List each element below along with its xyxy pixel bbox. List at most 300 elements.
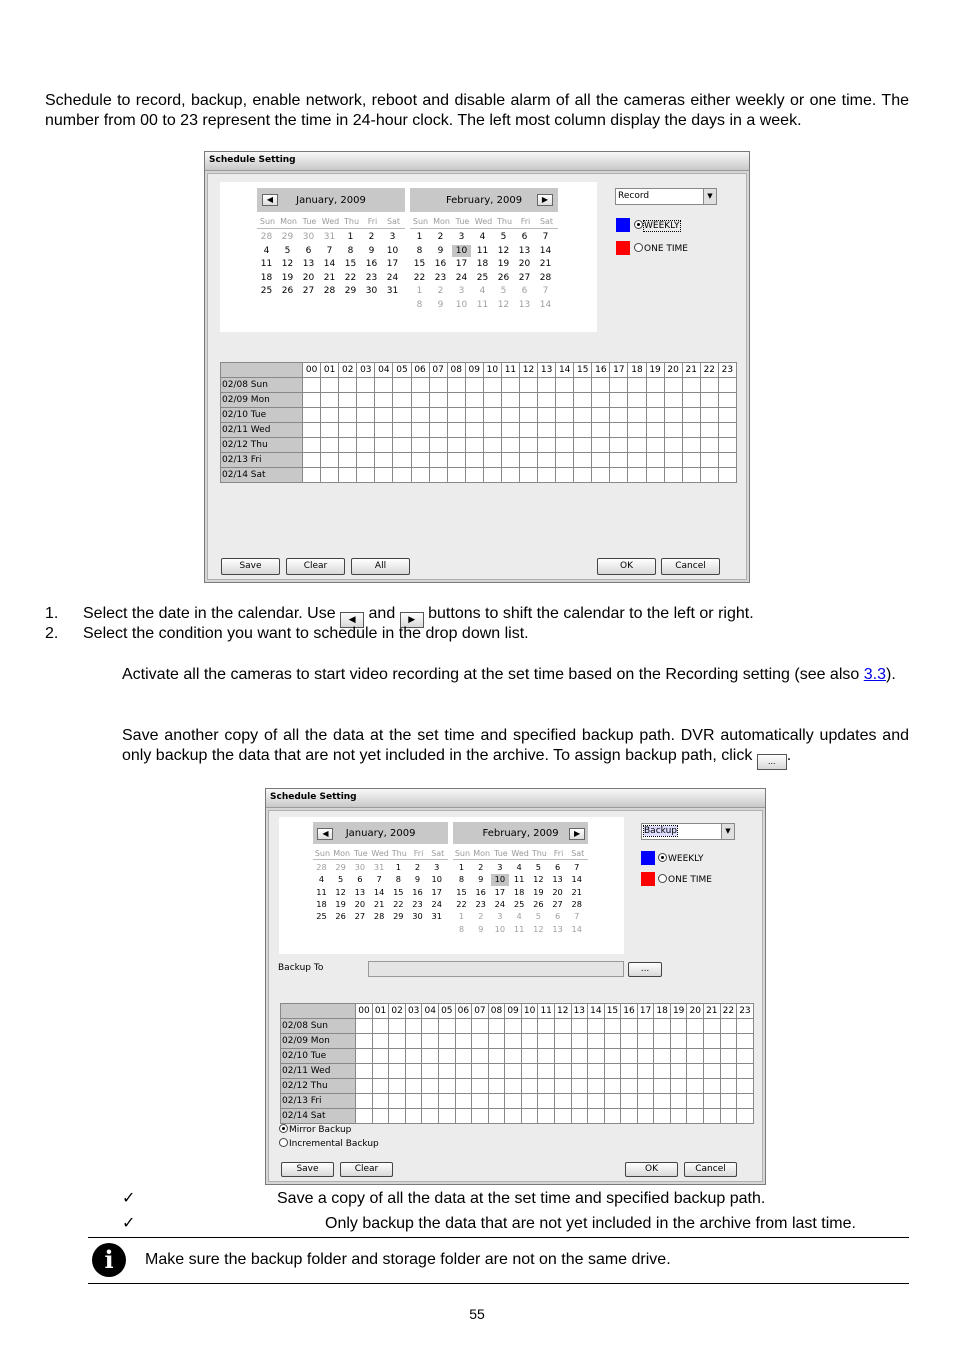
schedule-cell[interactable] [321, 438, 339, 453]
schedule-cell[interactable] [422, 1094, 439, 1109]
schedule-cell[interactable] [505, 1079, 522, 1094]
schedule-cell[interactable] [720, 1109, 737, 1124]
schedule-cell[interactable] [356, 1034, 373, 1049]
calendar-day[interactable]: 8 [395, 874, 401, 885]
schedule-cell[interactable] [571, 1049, 588, 1064]
clear-button[interactable]: Clear [340, 1162, 393, 1177]
schedule-cell[interactable] [720, 1049, 737, 1064]
schedule-cell[interactable] [505, 1109, 522, 1124]
schedule-grid[interactable] [220, 362, 737, 483]
schedule-cell[interactable] [357, 438, 375, 453]
schedule-cell[interactable] [538, 1094, 555, 1109]
schedule-cell[interactable] [356, 1079, 373, 1094]
schedule-cell[interactable] [465, 438, 483, 453]
schedule-cell[interactable] [720, 1079, 737, 1094]
schedule-cell[interactable] [339, 438, 357, 453]
schedule-cell[interactable] [321, 408, 339, 423]
calendar-day[interactable]: 6 [305, 245, 312, 256]
schedule-cell[interactable] [554, 1079, 571, 1094]
mirror-backup-radio[interactable]: Mirror Backup [279, 1124, 351, 1135]
schedule-cell[interactable] [501, 378, 519, 393]
calendar-day[interactable]: 2 [478, 911, 484, 922]
section-link[interactable]: 3.3 [863, 666, 886, 683]
schedule-cell[interactable] [405, 1079, 422, 1094]
schedule-cell[interactable] [439, 1064, 456, 1079]
schedule-cell[interactable] [521, 1094, 538, 1109]
schedule-cell[interactable] [628, 378, 646, 393]
schedule-cell[interactable] [737, 1079, 754, 1094]
calendar-day[interactable]: 1 [416, 232, 423, 242]
schedule-cell[interactable] [700, 423, 718, 438]
schedule-cell[interactable] [610, 408, 628, 423]
schedule-cell[interactable] [687, 1019, 704, 1034]
schedule-cell[interactable] [488, 1079, 505, 1094]
schedule-cell[interactable] [357, 378, 375, 393]
calendar-day[interactable]: 6 [521, 232, 528, 242]
schedule-cell[interactable] [321, 378, 339, 393]
calendar-day[interactable]: 23 [434, 272, 447, 283]
calendar-day[interactable]: 10 [452, 245, 471, 258]
schedule-cell[interactable] [356, 1049, 373, 1064]
schedule-cell[interactable] [405, 1094, 422, 1109]
schedule-cell[interactable] [375, 378, 393, 393]
schedule-cell[interactable] [411, 438, 429, 453]
calendar-day[interactable]: 13 [518, 299, 531, 310]
schedule-cell[interactable] [682, 408, 700, 423]
calendar-day[interactable]: 15 [344, 259, 357, 269]
calendar-day[interactable]: 9 [414, 874, 421, 885]
schedule-cell[interactable] [588, 1019, 605, 1034]
calendar-day[interactable]: 6 [357, 874, 363, 885]
calendar-day[interactable]: 9 [437, 299, 444, 310]
schedule-cell[interactable] [664, 423, 682, 438]
schedule-cell[interactable] [654, 1064, 671, 1079]
calendar-day[interactable]: 16 [412, 886, 423, 897]
calendar-day[interactable]: 9 [437, 245, 444, 256]
calendar-day[interactable]: 20 [302, 272, 315, 283]
schedule-cell[interactable] [429, 423, 447, 438]
calendar-day[interactable]: 14 [539, 245, 552, 256]
schedule-cell[interactable] [554, 1034, 571, 1049]
schedule-cell[interactable] [700, 393, 718, 408]
schedule-grid[interactable] [280, 1003, 754, 1124]
schedule-cell[interactable] [372, 1034, 389, 1049]
calendar-day[interactable]: 6 [554, 861, 561, 872]
calendar-day[interactable]: 31 [373, 861, 385, 872]
schedule-cell[interactable] [646, 408, 664, 423]
schedule-cell[interactable] [556, 393, 574, 408]
calendar-day[interactable]: 11 [260, 259, 273, 269]
schedule-cell[interactable] [455, 1019, 472, 1034]
calendar-day[interactable]: 17 [386, 259, 399, 269]
schedule-cell[interactable] [628, 408, 646, 423]
schedule-cell[interactable] [670, 1049, 687, 1064]
schedule-cell[interactable] [556, 423, 574, 438]
schedule-cell[interactable] [682, 438, 700, 453]
calendar-day[interactable]: 23 [475, 898, 486, 909]
schedule-cell[interactable] [718, 423, 736, 438]
schedule-cell[interactable] [687, 1094, 704, 1109]
calendar-day[interactable]: 12 [497, 299, 510, 310]
schedule-cell[interactable] [372, 1019, 389, 1034]
schedule-cell[interactable] [447, 393, 465, 408]
schedule-cell[interactable] [718, 408, 736, 423]
right-arrow-icon[interactable]: ▶ [569, 828, 585, 840]
cancel-button[interactable]: Cancel [684, 1162, 737, 1177]
schedule-cell[interactable] [670, 1079, 687, 1094]
schedule-cell[interactable] [538, 1019, 555, 1034]
calendar-day[interactable]: 7 [574, 911, 580, 922]
schedule-cell[interactable] [610, 423, 628, 438]
schedule-cell[interactable] [637, 1079, 654, 1094]
schedule-cell[interactable] [682, 453, 700, 468]
schedule-cell[interactable] [501, 408, 519, 423]
schedule-cell[interactable] [664, 468, 682, 483]
schedule-cell[interactable] [375, 453, 393, 468]
schedule-cell[interactable] [574, 438, 592, 453]
schedule-cell[interactable] [670, 1094, 687, 1109]
calendar-day[interactable]: 11 [513, 923, 525, 934]
calendar-day[interactable]: 26 [335, 911, 346, 922]
schedule-cell[interactable] [321, 453, 339, 468]
schedule-cell[interactable] [588, 1094, 605, 1109]
schedule-cell[interactable] [700, 468, 718, 483]
schedule-cell[interactable] [411, 378, 429, 393]
calendar-day[interactable]: 1 [458, 911, 465, 922]
schedule-cell[interactable] [357, 453, 375, 468]
schedule-cell[interactable] [505, 1019, 522, 1034]
schedule-cell[interactable] [422, 1034, 439, 1049]
schedule-cell[interactable] [429, 408, 447, 423]
schedule-cell[interactable] [637, 1034, 654, 1049]
calendar-day[interactable]: 24 [386, 272, 399, 283]
schedule-cell[interactable] [592, 378, 610, 393]
schedule-cell[interactable] [682, 468, 700, 483]
weekly-radio[interactable]: WEEKLY [658, 853, 704, 864]
schedule-cell[interactable] [592, 453, 610, 468]
schedule-cell[interactable] [592, 438, 610, 453]
schedule-cell[interactable] [447, 438, 465, 453]
calendar-day[interactable]: 19 [335, 898, 346, 909]
schedule-cell[interactable] [538, 378, 556, 393]
schedule-cell[interactable] [429, 378, 447, 393]
calendar-day[interactable]: 27 [552, 898, 563, 909]
schedule-cell[interactable] [574, 378, 592, 393]
schedule-cell[interactable] [483, 438, 501, 453]
calendar-day[interactable]: 10 [431, 874, 442, 885]
schedule-cell[interactable] [375, 408, 393, 423]
calendar-day[interactable]: 5 [284, 245, 291, 256]
calendar-day[interactable]: 14 [373, 886, 385, 897]
schedule-cell[interactable] [521, 1049, 538, 1064]
calendar-day[interactable]: 29 [344, 286, 357, 296]
schedule-cell[interactable] [538, 438, 556, 453]
schedule-cell[interactable] [465, 423, 483, 438]
schedule-cell[interactable] [488, 1034, 505, 1049]
calendar-day[interactable]: 19 [497, 259, 510, 269]
calendar-day[interactable]: 30 [354, 861, 366, 872]
schedule-cell[interactable] [375, 423, 393, 438]
schedule-cell[interactable] [439, 1049, 456, 1064]
schedule-cell[interactable] [588, 1034, 605, 1049]
calendar-day[interactable]: 5 [338, 874, 344, 885]
schedule-cell[interactable] [704, 1064, 721, 1079]
schedule-cell[interactable] [538, 1034, 555, 1049]
schedule-cell[interactable] [422, 1019, 439, 1034]
schedule-cell[interactable] [375, 438, 393, 453]
schedule-cell[interactable] [554, 1094, 571, 1109]
schedule-cell[interactable] [405, 1034, 422, 1049]
schedule-cell[interactable] [588, 1079, 605, 1094]
calendar-day[interactable]: 12 [335, 886, 346, 897]
schedule-cell[interactable] [339, 408, 357, 423]
calendar-day[interactable]: 14 [323, 259, 336, 269]
schedule-cell[interactable] [519, 453, 537, 468]
schedule-cell[interactable] [439, 1109, 456, 1124]
calendar-day[interactable]: 15 [393, 886, 404, 897]
calendar-day[interactable]: 5 [535, 861, 541, 872]
calendar-day[interactable]: 28 [539, 272, 552, 283]
schedule-cell[interactable] [637, 1064, 654, 1079]
schedule-cell[interactable] [303, 453, 321, 468]
schedule-cell[interactable] [483, 408, 501, 423]
schedule-cell[interactable] [621, 1064, 638, 1079]
calendar-day[interactable]: 3 [497, 861, 503, 872]
schedule-cell[interactable] [556, 468, 574, 483]
schedule-cell[interactable] [472, 1019, 489, 1034]
calendar-day[interactable]: 14 [571, 874, 582, 885]
calendar-day[interactable]: 1 [347, 232, 354, 242]
schedule-cell[interactable] [483, 423, 501, 438]
calendar-day[interactable]: 1 [416, 286, 423, 296]
calendar-day[interactable]: 19 [533, 886, 544, 897]
clear-button[interactable]: Clear [286, 558, 345, 575]
calendar-day[interactable]: 7 [574, 861, 580, 872]
calendar-day[interactable]: 26 [533, 898, 544, 909]
calendar-day[interactable]: 19 [281, 272, 294, 283]
schedule-cell[interactable] [646, 468, 664, 483]
schedule-cell[interactable] [718, 438, 736, 453]
schedule-cell[interactable] [610, 468, 628, 483]
schedule-cell[interactable] [483, 393, 501, 408]
schedule-cell[interactable] [411, 453, 429, 468]
schedule-cell[interactable] [682, 393, 700, 408]
schedule-cell[interactable] [610, 453, 628, 468]
schedule-cell[interactable] [357, 393, 375, 408]
calendar-day[interactable]: 7 [542, 286, 549, 296]
right-arrow-icon[interactable]: ▶ [537, 194, 553, 206]
schedule-cell[interactable] [538, 468, 556, 483]
calendar-day[interactable]: 3 [458, 286, 465, 296]
schedule-cell[interactable] [737, 1064, 754, 1079]
calendar-day[interactable]: 26 [497, 272, 510, 283]
calendar-day[interactable]: 2 [437, 286, 444, 296]
schedule-cell[interactable] [483, 453, 501, 468]
calendar-day[interactable]: 11 [476, 245, 489, 256]
schedule-cell[interactable] [621, 1049, 638, 1064]
schedule-cell[interactable] [621, 1034, 638, 1049]
schedule-cell[interactable] [538, 1049, 555, 1064]
schedule-cell[interactable] [405, 1019, 422, 1034]
schedule-cell[interactable] [447, 378, 465, 393]
calendar-day[interactable]: 25 [260, 286, 273, 296]
calendar-day[interactable]: 13 [302, 259, 315, 269]
calendar-day[interactable]: 3 [389, 232, 396, 242]
calendar-day[interactable]: 18 [513, 886, 525, 897]
calendar-day[interactable]: 5 [500, 286, 507, 296]
schedule-cell[interactable] [670, 1064, 687, 1079]
schedule-cell[interactable] [621, 1094, 638, 1109]
calendar-day[interactable]: 4 [318, 874, 325, 885]
schedule-cell[interactable] [538, 1079, 555, 1094]
calendar-day[interactable]: 8 [416, 245, 423, 256]
schedule-cell[interactable] [389, 1094, 406, 1109]
calendar-day[interactable]: 6 [521, 286, 528, 296]
calendar-day[interactable]: 24 [455, 272, 468, 283]
schedule-cell[interactable] [604, 1064, 621, 1079]
schedule-cell[interactable] [670, 1019, 687, 1034]
schedule-cell[interactable] [604, 1109, 621, 1124]
schedule-cell[interactable] [519, 468, 537, 483]
calendar-day[interactable]: 2 [368, 232, 375, 242]
schedule-cell[interactable] [429, 468, 447, 483]
calendar-day[interactable]: 3 [458, 232, 465, 242]
calendar-day[interactable]: 7 [542, 232, 549, 242]
schedule-cell[interactable] [339, 468, 357, 483]
schedule-cell[interactable] [393, 423, 411, 438]
schedule-cell[interactable] [465, 393, 483, 408]
calendar-day[interactable]: 31 [431, 911, 442, 922]
schedule-cell[interactable] [637, 1019, 654, 1034]
schedule-cell[interactable] [700, 438, 718, 453]
calendar-day[interactable]: 24 [431, 898, 442, 909]
schedule-cell[interactable] [519, 378, 537, 393]
calendar-day[interactable]: 8 [347, 245, 354, 256]
calendar-day[interactable]: 28 [323, 286, 336, 296]
schedule-cell[interactable] [455, 1064, 472, 1079]
calendar-day[interactable]: 31 [386, 286, 399, 296]
schedule-cell[interactable] [646, 453, 664, 468]
schedule-cell[interactable] [588, 1109, 605, 1124]
schedule-cell[interactable] [554, 1109, 571, 1124]
schedule-cell[interactable] [303, 423, 321, 438]
schedule-cell[interactable] [592, 423, 610, 438]
schedule-cell[interactable] [405, 1064, 422, 1079]
schedule-cell[interactable] [447, 453, 465, 468]
schedule-cell[interactable] [447, 468, 465, 483]
calendar-day[interactable]: 15 [456, 886, 467, 897]
calendar-day[interactable]: 18 [476, 259, 489, 269]
schedule-cell[interactable] [472, 1079, 489, 1094]
schedule-cell[interactable] [571, 1094, 588, 1109]
calendar-day[interactable]: 6 [554, 911, 561, 922]
calendar-day[interactable]: 10 [455, 299, 468, 310]
schedule-cell[interactable] [411, 468, 429, 483]
schedule-cell[interactable] [505, 1049, 522, 1064]
calendar-day[interactable]: 30 [412, 911, 423, 922]
calendar-day[interactable]: 21 [373, 898, 385, 909]
schedule-cell[interactable] [501, 468, 519, 483]
schedule-cell[interactable] [628, 393, 646, 408]
calendar-day[interactable]: 10 [386, 245, 399, 256]
schedule-cell[interactable] [483, 468, 501, 483]
browse-button[interactable]: ... [628, 962, 662, 977]
schedule-cell[interactable] [372, 1094, 389, 1109]
calendar-day[interactable]: 4 [263, 245, 270, 256]
condition-dropdown[interactable] [615, 188, 717, 205]
schedule-cell[interactable] [521, 1034, 538, 1049]
schedule-cell[interactable] [718, 393, 736, 408]
calendar-day[interactable]: 16 [365, 259, 378, 269]
schedule-cell[interactable] [321, 468, 339, 483]
schedule-cell[interactable] [704, 1034, 721, 1049]
schedule-cell[interactable] [303, 393, 321, 408]
schedule-cell[interactable] [556, 408, 574, 423]
calendar-day[interactable]: 21 [539, 259, 552, 269]
schedule-cell[interactable] [682, 378, 700, 393]
schedule-cell[interactable] [439, 1019, 456, 1034]
save-button[interactable]: Save [221, 558, 280, 575]
schedule-cell[interactable] [574, 423, 592, 438]
calendar-day[interactable]: 4 [479, 232, 486, 242]
calendar-day[interactable]: 1 [458, 861, 465, 872]
calendar-day[interactable]: 28 [571, 898, 582, 909]
schedule-cell[interactable] [455, 1079, 472, 1094]
onetime-radio[interactable]: ONE TIME [658, 874, 712, 885]
calendar-day[interactable]: 29 [281, 232, 294, 242]
backup-path-input[interactable] [368, 961, 624, 977]
schedule-cell[interactable] [439, 1079, 456, 1094]
calendar-day[interactable]: 22 [393, 898, 404, 909]
calendar-day[interactable]: 24 [494, 898, 506, 909]
schedule-cell[interactable] [375, 468, 393, 483]
schedule-cell[interactable] [455, 1109, 472, 1124]
schedule-cell[interactable] [628, 438, 646, 453]
schedule-cell[interactable] [621, 1079, 638, 1094]
schedule-cell[interactable] [519, 423, 537, 438]
schedule-cell[interactable] [303, 378, 321, 393]
calendar-day[interactable]: 20 [552, 886, 563, 897]
schedule-cell[interactable] [610, 438, 628, 453]
schedule-cell[interactable] [571, 1064, 588, 1079]
calendar-day[interactable]: 5 [535, 911, 541, 922]
calendar-day[interactable]: 10 [491, 874, 508, 885]
calendar-day[interactable]: 21 [571, 886, 582, 897]
calendar-day[interactable]: 28 [260, 232, 273, 242]
schedule-cell[interactable] [664, 393, 682, 408]
calendar-day[interactable]: 7 [326, 245, 333, 256]
schedule-cell[interactable] [592, 468, 610, 483]
schedule-cell[interactable] [574, 393, 592, 408]
calendar-day[interactable]: 25 [476, 272, 489, 283]
schedule-cell[interactable] [554, 1064, 571, 1079]
calendar-day[interactable]: 26 [281, 286, 294, 296]
schedule-cell[interactable] [521, 1109, 538, 1124]
schedule-cell[interactable] [628, 423, 646, 438]
schedule-cell[interactable] [687, 1049, 704, 1064]
schedule-cell[interactable] [628, 453, 646, 468]
calendar-day[interactable]: 22 [456, 898, 467, 909]
calendar-day[interactable]: 16 [475, 886, 486, 897]
schedule-cell[interactable] [422, 1109, 439, 1124]
calendar-day[interactable]: 7 [376, 874, 382, 885]
schedule-cell[interactable] [574, 408, 592, 423]
schedule-cell[interactable] [488, 1019, 505, 1034]
schedule-cell[interactable] [422, 1079, 439, 1094]
schedule-cell[interactable] [303, 408, 321, 423]
schedule-cell[interactable] [465, 408, 483, 423]
schedule-cell[interactable] [405, 1109, 422, 1124]
